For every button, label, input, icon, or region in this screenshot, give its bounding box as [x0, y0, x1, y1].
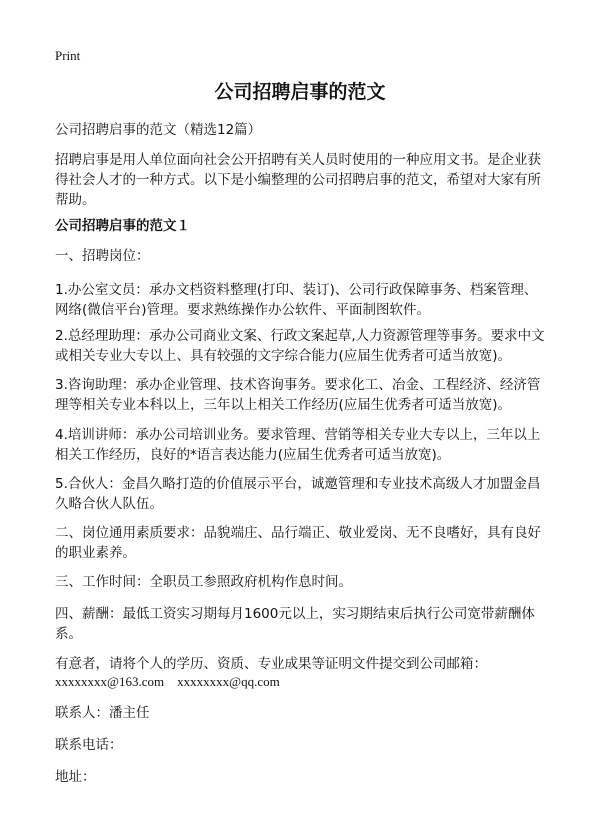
position-item: 3.咨询助理：承办企业管理、技术咨询事务。要求化工、冶金、工程经济、经济管理等相关专业本科以上，三年以上相关工作经历(应届生优秀者可适当放宽)。 — [55, 377, 541, 413]
position-item: 5.合伙人：金昌久略打造的价值展示平台，诚邀管理和专业技术高级人才加盟金昌久略合伙人队伍。 — [55, 476, 541, 512]
contact-emails: xxxxxxxx@163.com xxxxxxxx@qq.com — [55, 674, 280, 689]
position-item: 1.办公室文员：承办文档资料整理(打印、装订)、公司行政保障事务、档案管理、网络(微信平台)管理。要求熟练操作办公软件、平面制图软件。 — [55, 282, 538, 318]
document-title: 公司招聘启事的范文 — [214, 81, 386, 103]
print-label: Print — [55, 48, 81, 63]
document-subtitle: 公司招聘启事的范文（精选12篇） — [55, 122, 262, 138]
positions-heading: 一、招聘岗位： — [55, 248, 150, 264]
position-item: 2.总经理助理：承办公司商业文案、行政文案起草,人力资源管理等事务。要求中文或相关专业大专以上、具有较强的文字综合能力(应届生优秀者可适当放宽)。 — [55, 328, 545, 364]
salary-paragraph: 四、薪酬：最低工资实习期每月1600元以上，实习期结束后执行公司宽带薪酬体系。 — [55, 606, 535, 642]
contact-phone: 联系电话： — [55, 737, 123, 753]
contact-person: 联系人：潘主任 — [55, 705, 150, 721]
intro-paragraph: 招聘启事是用人单位面向社会公开招聘有关人员时使用的一种应用文书。是企业获得社会人才的一种方式。以下是小编整理的公司招聘启事的范文，希望对大家有所帮助。 — [55, 152, 541, 208]
contact-intro: 有意者，请将个人的学历、资质、专业成果等证明文件提交到公司邮箱： — [55, 656, 487, 672]
requirements-paragraph: 二、岗位通用素质要求：品貌端庄、品行端正、敬业爱岗、无不良嗜好，具有良好的职业素养。 — [55, 525, 541, 561]
contact-address: 地址： — [55, 769, 96, 785]
section-heading: 公司招聘启事的范文１ — [55, 218, 190, 234]
position-item: 4.培训讲师：承办公司培训业务。要求管理、营销等相关专业大专以上，三年以上相关工作经历，良好的*语言表达能力(应届生优秀者可适当放宽)。 — [55, 427, 541, 463]
work-time-paragraph: 三、工作时间：全职员工参照政府机构作息时间。 — [55, 574, 352, 590]
